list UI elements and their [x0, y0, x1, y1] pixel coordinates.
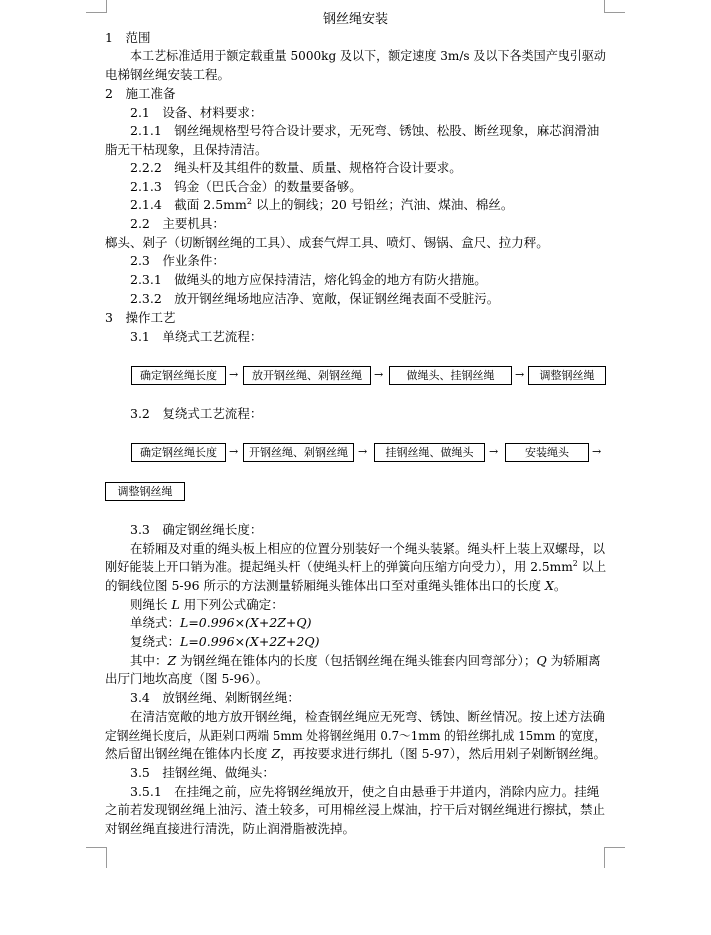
paragraph: 本工艺标准适用于额定载重量 5000kg 及以下，额定速度 3m/s 及以下各类国产曳引驱动 [130, 48, 606, 63]
arrow-icon: → [229, 445, 239, 458]
paragraph: 2.3.1 做绳头的地方应保持清洁，熔化钨金的地方有防火措施。 [130, 272, 487, 287]
flow-box: 调整钢丝绳 [105, 482, 185, 501]
paragraph: 脂无干枯现象，且保持清洁。 [105, 142, 268, 157]
paragraph: 在轿厢及对重的绳头板上相应的位置分别装好一个绳头装紧。绳头杆上装上双螺母，以 [130, 541, 606, 556]
subheading: 3.4 放钢丝绳、剁断钢丝绳： [130, 690, 300, 705]
paragraph: 3.5.1 在挂绳之前，应先将钢丝绳放开，使之自由悬垂于井道内，消除内应力。挂绳 [130, 784, 600, 799]
flow-box: 调整钢丝绳 [528, 366, 606, 385]
flow-box: 做绳头、挂钢丝绳 [389, 366, 512, 385]
paragraph: 出厅门地坎高度（图 5-96）。 [105, 671, 269, 686]
document-title: 钢丝绳安装 [322, 12, 388, 27]
formula: 复绕式：L=0.996×(X+2Z+2Q) [130, 634, 320, 649]
flow-box: 确定钢丝绳长度 [131, 443, 226, 462]
flow-box: 安装绳头 [505, 443, 589, 462]
subheading: 3.2 复绕式工艺流程： [130, 406, 263, 421]
heading-scope: 1 范围 [105, 30, 151, 45]
crop-mark-bottom-right [604, 847, 625, 868]
subheading: 2.2 主要机具： [130, 216, 225, 231]
subheading: 2.1 设备、材料要求： [130, 105, 263, 120]
paragraph: 其中：Z 为钢丝绳在锥体内的长度（包括钢丝绳在绳头锥套内回弯部分）；Q 为轿厢离 [130, 653, 601, 668]
paragraph: 榔头、剁子（切断钢丝绳的工具）、成套气焊工具、喷灯、锡锅、盒尺、拉力秤。 [105, 235, 549, 250]
arrow-icon: → [374, 368, 384, 381]
paragraph: 2.2.2 绳头杆及其组件的数量、质量、规格符合设计要求。 [130, 160, 462, 175]
flow-box: 开钢丝绳、剁钢丝绳 [243, 443, 354, 462]
subheading: 3.5 挂钢丝绳、做绳头： [130, 765, 275, 780]
heading-preparation: 2 施工准备 [105, 86, 176, 101]
heading-process: 3 操作工艺 [105, 310, 176, 325]
formula: 单绕式：L=0.996×(X+2Z+Q) [130, 615, 312, 630]
crop-mark-bottom-left [86, 847, 107, 868]
paragraph: 2.1.4 截面 $2.5mm^2$ 以上的铜线；20 号铅丝；汽油、煤油、棉丝。 [130, 196, 514, 212]
paragraph: 对钢丝绳直接进行清洗，防止润滑脂被洗掉。 [105, 821, 356, 836]
paragraph: 之前若发现钢丝绳上油污、渣土较多，可用棉丝浸上煤油，拧干后对钢丝绳进行擦拭，禁止 [105, 802, 606, 817]
paragraph: 则绳长 L 用下列公式确定： [130, 597, 284, 612]
flow-box: 放开钢丝绳、剁钢丝绳 [243, 366, 371, 385]
paragraph: 定钢丝绳长度后，从距剁口两端 5mm 处将钢丝绳用 0.7～1mm 的铅丝绑扎成 15mm 的宽度， [105, 728, 607, 743]
paragraph: 电梯钢丝绳安装工程。 [105, 67, 231, 82]
flow-box: 挂钢丝绳、做绳头 [374, 443, 485, 462]
paragraph: 刚好能装上开口销为准。提起绳头杆（使绳头杆上的弹簧向压缩方向受力），用 $2.5mm^2$ 以上 [105, 558, 607, 574]
subheading: 2.3 作业条件： [130, 253, 225, 268]
arrow-icon: → [489, 445, 499, 458]
paragraph: 2.1.3 钨金（巴氏合金）的数量要备够。 [130, 179, 362, 194]
paragraph: 2.3.2 放开钢丝绳场地应洁净、宽敞，保证钢丝绳表面不受脏污。 [130, 291, 500, 306]
subheading: 3.1 单绕式工艺流程： [130, 329, 263, 344]
paragraph: 的铜线位图 5-96 所示的方法测量轿厢绳头锥体出口至对重绳头锥体出口的长度 X。 [105, 578, 567, 593]
arrow-icon: → [229, 368, 239, 381]
flow-box: 确定钢丝绳长度 [131, 366, 226, 385]
arrow-icon: → [358, 445, 368, 458]
arrow-icon: → [515, 368, 525, 381]
arrow-icon: → [592, 445, 602, 458]
subheading: 3.3 确定钢丝绳长度： [130, 522, 263, 537]
paragraph: 然后留出钢丝绳在锥体内长度 Z，再按要求进行绑扎（图 5-97），然后用剁子剁断钢丝绳。 [105, 746, 606, 761]
paragraph: 在清洁宽敞的地方放开钢丝绳，检查钢丝绳应无死弯、锈蚀、断丝情况。按上述方法确 [130, 709, 606, 724]
paragraph: 2.1.1 钢丝绳规格型号符合设计要求，无死弯、锈蚀、松股、断丝现象，麻芯润滑油 [130, 123, 600, 138]
